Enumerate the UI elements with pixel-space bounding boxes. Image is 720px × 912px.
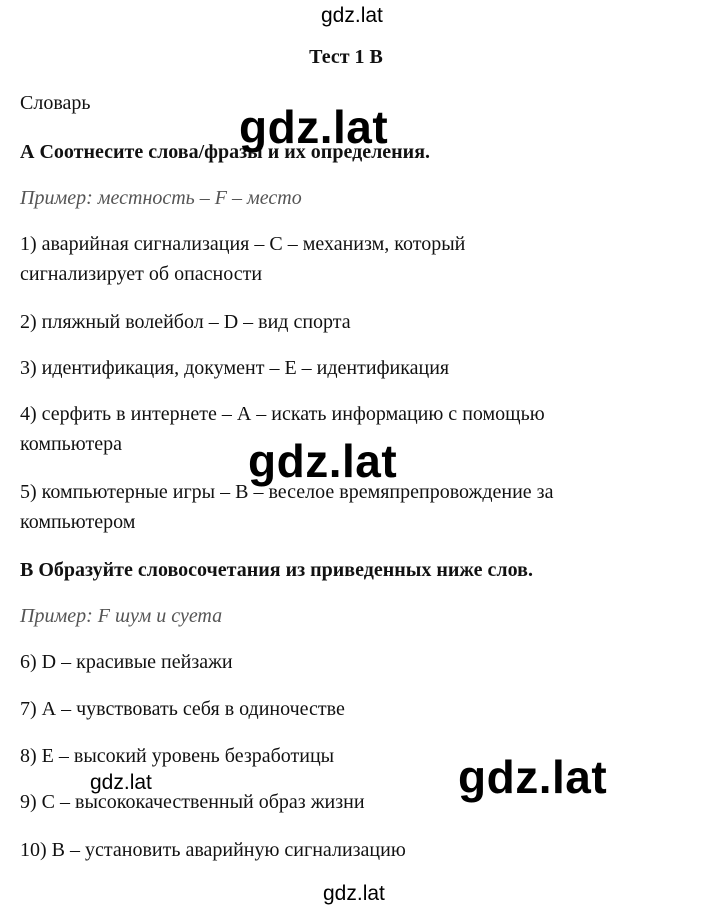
watermark-top: gdz.lat (321, 4, 383, 27)
part-b-item-7: 7) А – чувствовать себя в одиночестве (20, 698, 345, 720)
part-a-item-4-line-2: компьютера (20, 433, 122, 455)
part-b-item-10: 10) В – установить аварийную сигнализацию (20, 839, 406, 861)
part-b-item-9: 9) С – высококачественный образ жизни (20, 791, 365, 813)
part-a-heading: А Соотнесите слова/фразы и их определения. (20, 141, 431, 163)
watermark-big-middle: gdz.lat (248, 435, 398, 487)
part-a-item-5-line-1: 5) компьютерные игры – В – веселое времяпрепровождение за (20, 481, 554, 503)
watermark-big-lower: gdz.lat (458, 751, 608, 803)
part-a-item-4-line-1: 4) серфить в интернете – А – искать информацию с помощью (20, 403, 545, 425)
part-a-example: Пример: местность – F – место (20, 187, 302, 209)
part-a-item-1-line-1: 1) аварийная сигнализация – С – механизм, который (20, 233, 466, 255)
section-label: Словарь (20, 92, 91, 114)
page-title: Тест 1 В (309, 46, 383, 68)
part-b-heading: В Образуйте словосочетания из приведенных ниже слов. (20, 559, 533, 581)
part-a-item-3: 3) идентификация, документ – Е – идентификация (20, 357, 450, 379)
part-b-item-6: 6) D – красивые пейзажи (20, 651, 233, 673)
part-a-item-2: 2) пляжный волейбол – D – вид спорта (20, 311, 351, 333)
part-a-item-5-line-2: компьютером (20, 511, 136, 533)
part-b-item-8: 8) Е – высокий уровень безработицы (20, 745, 335, 767)
part-a-item-1-line-2: сигнализирует об опасности (20, 263, 263, 285)
watermark-small-lower: gdz.lat (90, 771, 152, 794)
watermark-big-upper: gdz.lat (239, 101, 389, 153)
part-b-example: Пример: F шум и суета (20, 605, 223, 627)
watermark-bottom: gdz.lat (323, 882, 385, 905)
